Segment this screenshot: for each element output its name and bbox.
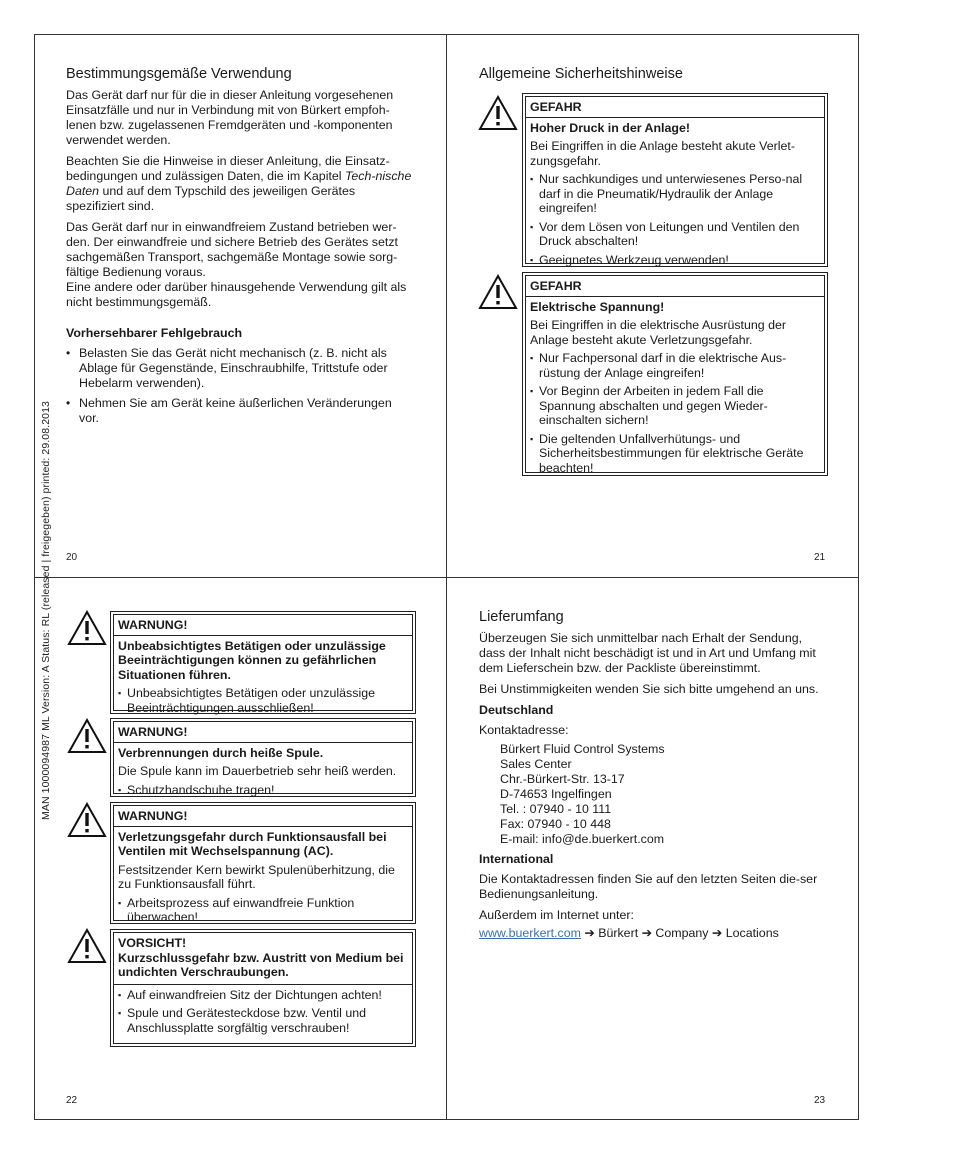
warning-headline: Kurzschlussgefahr bzw. Austritt von Medium bei undichten Verschraubungen. — [118, 950, 404, 979]
paragraph: Überzeugen Sie sich unmittelbar nach Erhalt der Sendung, dass der Inhalt nicht beschädigt ist und in Art und Umfang mit dem Lieferschein bzw. der Packliste übereinstimmt. — [479, 631, 816, 675]
warning-bullet: ▪ Schutzhandschuhe tragen! — [118, 783, 408, 798]
signal-word: WARNUNG! — [118, 725, 188, 739]
signal-word: VORSICHT! — [118, 936, 187, 950]
signal-word: GEFAHR — [530, 100, 582, 114]
section-title: Bestimmungsgemäße Verwendung — [66, 66, 292, 82]
paragraph: Das Gerät darf nur für die in dieser Anleitung vorgesehenen Einsatzfälle und nur in Verbindung mit von Bürkert empfoh-lenen bzw. zugelassenen Fremdgeräten und -komponenten verwendet werden. — [66, 88, 394, 147]
paragraph: Das Gerät darf nur in einwandfreiem Zustand betrieben wer-den. Der einwandfreie und sichere Betrieb des Gerätes setzt sachgemäßen Transport, sachgemäße Montage sowie sorg-fältige Bedienung voraus. Eine andere oder darüber hinausgehende Verwendung gilt als nicht bestimmungsgemäß. — [66, 220, 407, 309]
list-item: • Nehmen Sie am Gerät keine äußerlichen Veränderungen vor. — [66, 396, 414, 426]
warning-headline: Hoher Druck in der Anlage! — [530, 120, 690, 135]
warning-bullet: ▪ Nur Fachpersonal darf in die elektrische Aus-rüstung der Anlage eingreifen! — [530, 351, 820, 380]
warning-triangle-icon — [67, 802, 107, 838]
warning-headline: Verletzungsgefahr durch Funktionsausfall bei Ventilen mit Wechselspannung (AC). — [118, 829, 387, 858]
danger-box — [522, 93, 828, 267]
warning-bullet: ▪ Spule und Gerätesteckdose bzw. Ventil und Anschlussplatte sorgfältig verschrauben! — [118, 1006, 408, 1035]
contact-address: Bürkert Fluid Control Systems Sales Center Chr.-Bürkert-Str. 13-17 D-74653 Ingelfingen Tel. : 07940 - 10 111 Fax: 07940 - 10 448 E-mail: info@de.buerkert.com — [500, 742, 665, 846]
page-23 — [479, 608, 821, 947]
warning-bullet: ▪ Vor Beginn der Arbeiten in jedem Fall die Spannung abschalten und gegen Wieder-einschalten sichern! — [530, 384, 820, 428]
list-item: • Belasten Sie das Gerät nicht mechanisch (z. B. nicht als Ablage für Gegenstände, Einschraubhilfe, Trittstufe oder Hebelarm verwenden). — [66, 346, 414, 391]
page-number: 23 — [814, 1095, 826, 1106]
signal-word: GEFAHR — [530, 279, 582, 293]
warning-headline: Unbeabsichtigtes Betätigen oder unzulässige Beeinträchtigungen können zu gefährlichen Situationen führen. — [118, 638, 386, 682]
warning-box — [110, 802, 416, 924]
warning-triangle-icon — [67, 928, 107, 964]
contact-label: Kontaktadresse: — [479, 723, 569, 737]
document-status-line: MAN 1000094987 ML Version: A Status: RL (released | freigegeben) printed: 29.08.2013 — [40, 401, 52, 820]
arrow-icon: ➔ — [641, 926, 652, 940]
page-21 — [479, 65, 829, 88]
warning-bullet: ▪ Arbeitsprozess auf einwandfreie Funktion überwachen! — [118, 896, 408, 925]
section-title: Allgemeine Sicherheitshinweise — [479, 66, 683, 82]
warning-text: Die Spule kann im Dauerbetrieb sehr heiß werden. — [118, 764, 397, 778]
subsection-title: International — [479, 852, 554, 866]
subsection-title: Deutschland — [479, 703, 554, 717]
caution-box — [110, 929, 416, 1047]
warning-headline: Elektrische Spannung! — [530, 299, 665, 314]
website-link[interactable]: www.buerkert.com — [479, 926, 581, 940]
web-path: www.buerkert.com ➔ Bürkert ➔ Company ➔ Locations — [479, 926, 779, 940]
warning-bullet: ▪ Vor dem Lösen von Leitungen und Ventilen den Druck abschalten! — [530, 220, 820, 249]
page-number: 22 — [66, 1095, 78, 1106]
warning-triangle-icon — [478, 95, 518, 131]
warning-text: Bei Eingriffen in die elektrische Ausrüstung der Anlage besteht akute Verletzungsgefahr. — [530, 318, 786, 347]
arrow-icon: ➔ — [584, 926, 595, 940]
warning-triangle-icon — [478, 274, 518, 310]
warning-text: Festsitzender Kern bewirkt Spulenüberhitzung, die zu Funktionsausfall führt. — [118, 862, 395, 891]
warning-headline: Verbrennungen durch heiße Spule. — [118, 745, 324, 760]
signal-word: WARNUNG! — [118, 618, 188, 632]
paragraph: Bei Unstimmigkeiten wenden Sie sich bitte umgehend an uns. — [479, 682, 819, 696]
page-20 — [66, 65, 414, 431]
paragraph: Außerdem im Internet unter: — [479, 908, 634, 922]
danger-box — [522, 272, 828, 476]
warning-triangle-icon — [67, 718, 107, 754]
arrow-icon: ➔ — [711, 926, 723, 940]
paragraph: Beachten Sie die Hinweise in dieser Anleitung, die Einsatz-bedingungen und zulässigen Daten, die im Kapitel Tech-nische Daten und auf dem Typschild des jeweiligen Gerätes spezifiziert sind. — [66, 154, 412, 213]
paragraph: Die Kontaktadressen finden Sie auf den letzten Seiten die-ser Bedienungsanleitung. — [479, 872, 818, 901]
signal-word: WARNUNG! — [118, 809, 188, 823]
warning-bullet: ▪ Geeignetes Werkzeug verwenden! — [530, 253, 820, 268]
page-divider-horizontal — [34, 577, 859, 578]
warning-bullet: ▪ Auf einwandfreien Sitz der Dichtungen achten! — [118, 988, 408, 1003]
warning-bullet: ▪ Unbeabsichtigtes Betätigen oder unzulässige Beeinträchtigungen ausschließen! — [118, 686, 408, 715]
warning-box — [110, 611, 416, 714]
page-number: 20 — [66, 552, 78, 563]
warning-bullet: ▪ Nur sachkundiges und unterwiesenes Perso-nal darf in die Pneumatik/Hydraulik der Anlage eingreifen! — [530, 172, 820, 216]
warning-text: Bei Eingriffen in die Anlage besteht akute Verlet-zungsgefahr. — [530, 139, 795, 168]
page-number: 21 — [814, 552, 826, 563]
subsection-title: Vorhersehbarer Fehlgebrauch — [66, 326, 243, 340]
warning-bullet: ▪ Die geltenden Unfallverhütungs- und Sicherheitsbestimmungen für elektrische Geräte beachten! — [530, 432, 820, 476]
warning-triangle-icon — [67, 610, 107, 646]
warning-box — [110, 718, 416, 797]
section-title: Lieferumfang — [479, 609, 564, 625]
